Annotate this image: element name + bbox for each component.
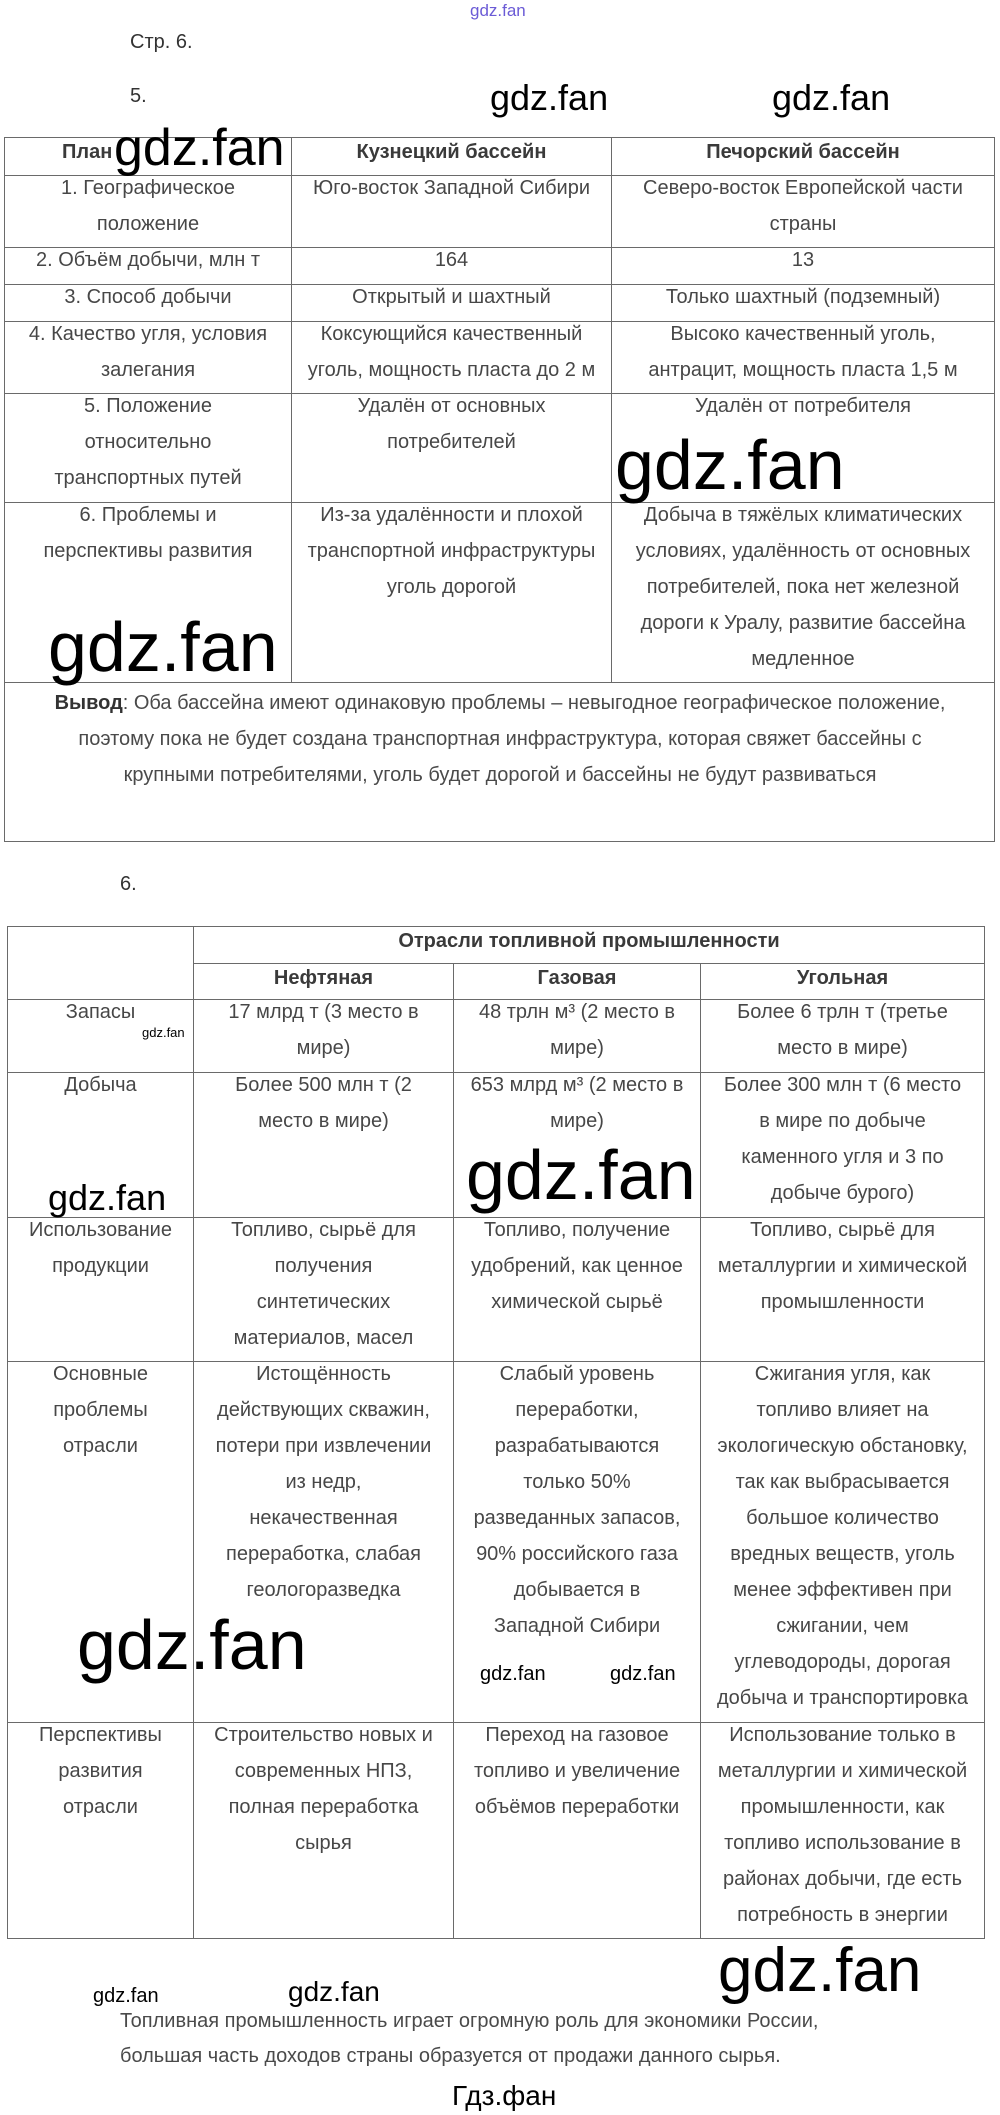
watermark: gdz.fan <box>114 119 285 177</box>
table-cell-text: Только шахтный (подземный) <box>665 286 941 308</box>
table-cell-text: Переход на газовое топливо и увеличение объёмов переработки <box>473 1724 681 1818</box>
table-cell <box>611 175 995 248</box>
table-cell-text: Коксующийся качественный уголь, мощность пласта до 2 м <box>307 323 596 381</box>
table-cell <box>193 1217 454 1362</box>
table-cell-text: Удалён от потребителя <box>695 395 911 417</box>
group-header-cell <box>193 926 985 964</box>
page-label: Стр. 6. <box>130 31 193 53</box>
row-label-cell-text: 3. Способ добычи <box>64 286 232 308</box>
watermark: gdz.fan <box>480 1663 546 1685</box>
row-label-cell-text: Использование продукции <box>29 1219 172 1277</box>
watermark: gdz.fan <box>142 1025 185 1040</box>
watermark: gdz.fan <box>77 1606 307 1684</box>
table-cell <box>453 1217 701 1362</box>
header-cell-text: Газовая <box>537 967 617 989</box>
table-cell-text: Северо-восток Европейской части страны <box>643 177 963 235</box>
table-cell <box>291 393 612 503</box>
watermark: gdz.fan <box>466 1136 696 1214</box>
task-6-number: 6. <box>120 873 137 895</box>
conclusion-label: Вывод <box>54 692 123 714</box>
group-header-cell-text: Отрасли топливной промышленности <box>398 930 780 952</box>
table-cell-text: Строительство новых и современных НПЗ, полная переработка сырья <box>214 1724 433 1854</box>
table-cell <box>453 1722 701 1939</box>
table-cell <box>611 321 995 394</box>
row-label-cell <box>7 1722 194 1939</box>
watermark: gdz.fan <box>288 1976 380 2007</box>
table-cell-text: Топливо, сырьё для получения синтетических материалов, масел <box>231 1219 416 1349</box>
header-cell-text: Угольная <box>796 967 889 989</box>
table-cell-text: Использование только в металлургии и химической промышленности, как топливо использование в районах добычи, где есть потребность в энергии <box>717 1724 968 1926</box>
table-cell <box>193 1072 454 1218</box>
table-cell-text: 653 млрд м³ (2 место в мире) <box>470 1074 684 1132</box>
table-cell <box>453 999 701 1073</box>
row-label-cell-text: 5. Положение относительно транспортных путей <box>54 395 242 489</box>
conclusion <box>5 685 995 793</box>
table-cell <box>700 1217 985 1362</box>
table-cell-text: Юго-восток Западной Сибири <box>313 177 590 199</box>
header-cell-text: Нефтяная <box>273 967 374 989</box>
watermark: gdz.fan <box>718 1936 922 2005</box>
row-label-cell-text: 1. Географическое положение <box>61 177 235 235</box>
table-cell-text: Более 500 млн т (2 место в мире) <box>235 1074 412 1132</box>
table-cell-text: Из-за удалённости и плохой транспортной инфраструктуры уголь дорогой <box>307 504 596 598</box>
table-cell-text: Более 6 трлн т (третье место в мире) <box>737 1001 948 1059</box>
watermark: gdz.fan <box>93 1985 159 2007</box>
row-label-cell <box>4 393 292 503</box>
task-5-number: 5. <box>130 85 147 107</box>
table-cell-text: 164 <box>434 249 469 271</box>
conclusion-text: : Оба бассейна имеют одинаковую проблемы – невыгодное географическое положение, поэтому пока не будет создана транспортная инфраструктура, которая свяжет бассейны с крупными потребителями, уголь будет дорогой и бассейны не будут развиваться <box>78 692 946 786</box>
watermark: gdz.fan <box>610 1663 676 1685</box>
footer-watermark: Гдз.фан <box>452 2080 557 2111</box>
row-label-cell <box>7 1217 194 1362</box>
table-cell <box>700 1361 985 1723</box>
header-cell-text: Печорский бассейн <box>706 141 900 163</box>
table-cell-text: Топливо, получение удобрений, как ценное химической сырьё <box>471 1219 683 1313</box>
table-cell-text: Открытый и шахтный <box>352 286 551 308</box>
watermark: gdz.fan <box>48 608 278 686</box>
row-label-cell-text: 2. Объём добычи, млн т <box>35 249 261 271</box>
table-cell-text: Удалён от основных потребителей <box>357 395 546 453</box>
table-cell <box>700 1722 985 1939</box>
table-cell <box>291 502 612 683</box>
summary-text: Топливная промышленность играет огромную роль для экономики России, большая часть доходов страны образуется от продажи данного сырья. <box>120 2010 819 2067</box>
table-cell-text: 17 млрд т (3 место в мире) <box>228 1001 419 1059</box>
empty-corner-cell <box>7 926 194 1000</box>
table-cell-text: Слабый уровень переработки, разрабатываются только 50% разведанных запасов, 90% российского газа добывается в Западной Сибири <box>473 1363 681 1637</box>
row-label-cell-text: Основные проблемы отрасли <box>53 1363 148 1457</box>
row-label-cell <box>4 321 292 394</box>
row-label-cell-text: Запасы <box>65 1001 136 1023</box>
header-cell-text: Кузнецкий бассейн <box>356 141 547 163</box>
table-cell <box>700 999 985 1073</box>
watermark: gdz.fan <box>48 1177 167 1218</box>
table-cell-text: Более 300 млн т (6 место в мире по добыче каменного угля и 3 по добыче бурого) <box>723 1074 962 1204</box>
watermark: gdz.fan <box>490 77 609 118</box>
table-cell-text: Сжигания угля, как топливо влияет на экологическую обстановку, так как выбрасывается большое количество вредных веществ, уголь менее эффективен при сжигании, чем углеводороды, дорогая добыча и транспортировка <box>716 1363 969 1709</box>
table-cell <box>193 999 454 1073</box>
top-watermark: gdz.fan <box>470 1 526 20</box>
table-cell-text: Высоко качественный уголь, антрацит, мощность пласта 1,5 м <box>648 323 958 381</box>
table-cell-text: Добыча в тяжёлых климатических условиях, удалённость от основных потребителей, пока нет железной дороги к Уралу, развитие бассейна медленное <box>635 504 971 670</box>
row-label-cell-text: Добыча <box>64 1074 137 1096</box>
table-cell <box>611 502 995 683</box>
row-label-cell-text: 4. Качество угля, условия залегания <box>28 323 268 381</box>
table-cell-text: Истощённость действующих скважин, потери при извлечении из недр, некачественная переработка, слабая геологоразведка <box>215 1363 432 1601</box>
table-cell <box>291 175 612 248</box>
table-cell <box>193 1722 454 1939</box>
row-label-cell <box>4 175 292 248</box>
table-cell-text: 13 <box>791 249 815 271</box>
table-cell <box>291 321 612 394</box>
watermark: gdz.fan <box>772 77 891 118</box>
table-cell-text: Топливо, сырьё для металлургии и химической промышленности <box>717 1219 968 1313</box>
row-label-cell-text: Перспективы развития отрасли <box>39 1724 162 1818</box>
table-cell-text: 48 трлн м³ (2 место в мире) <box>478 1001 676 1059</box>
watermark: gdz.fan <box>615 426 845 504</box>
header-cell-text: План <box>62 141 113 163</box>
table-cell <box>700 1072 985 1218</box>
row-label-cell-text: 6. Проблемы и перспективы развития <box>43 504 253 562</box>
